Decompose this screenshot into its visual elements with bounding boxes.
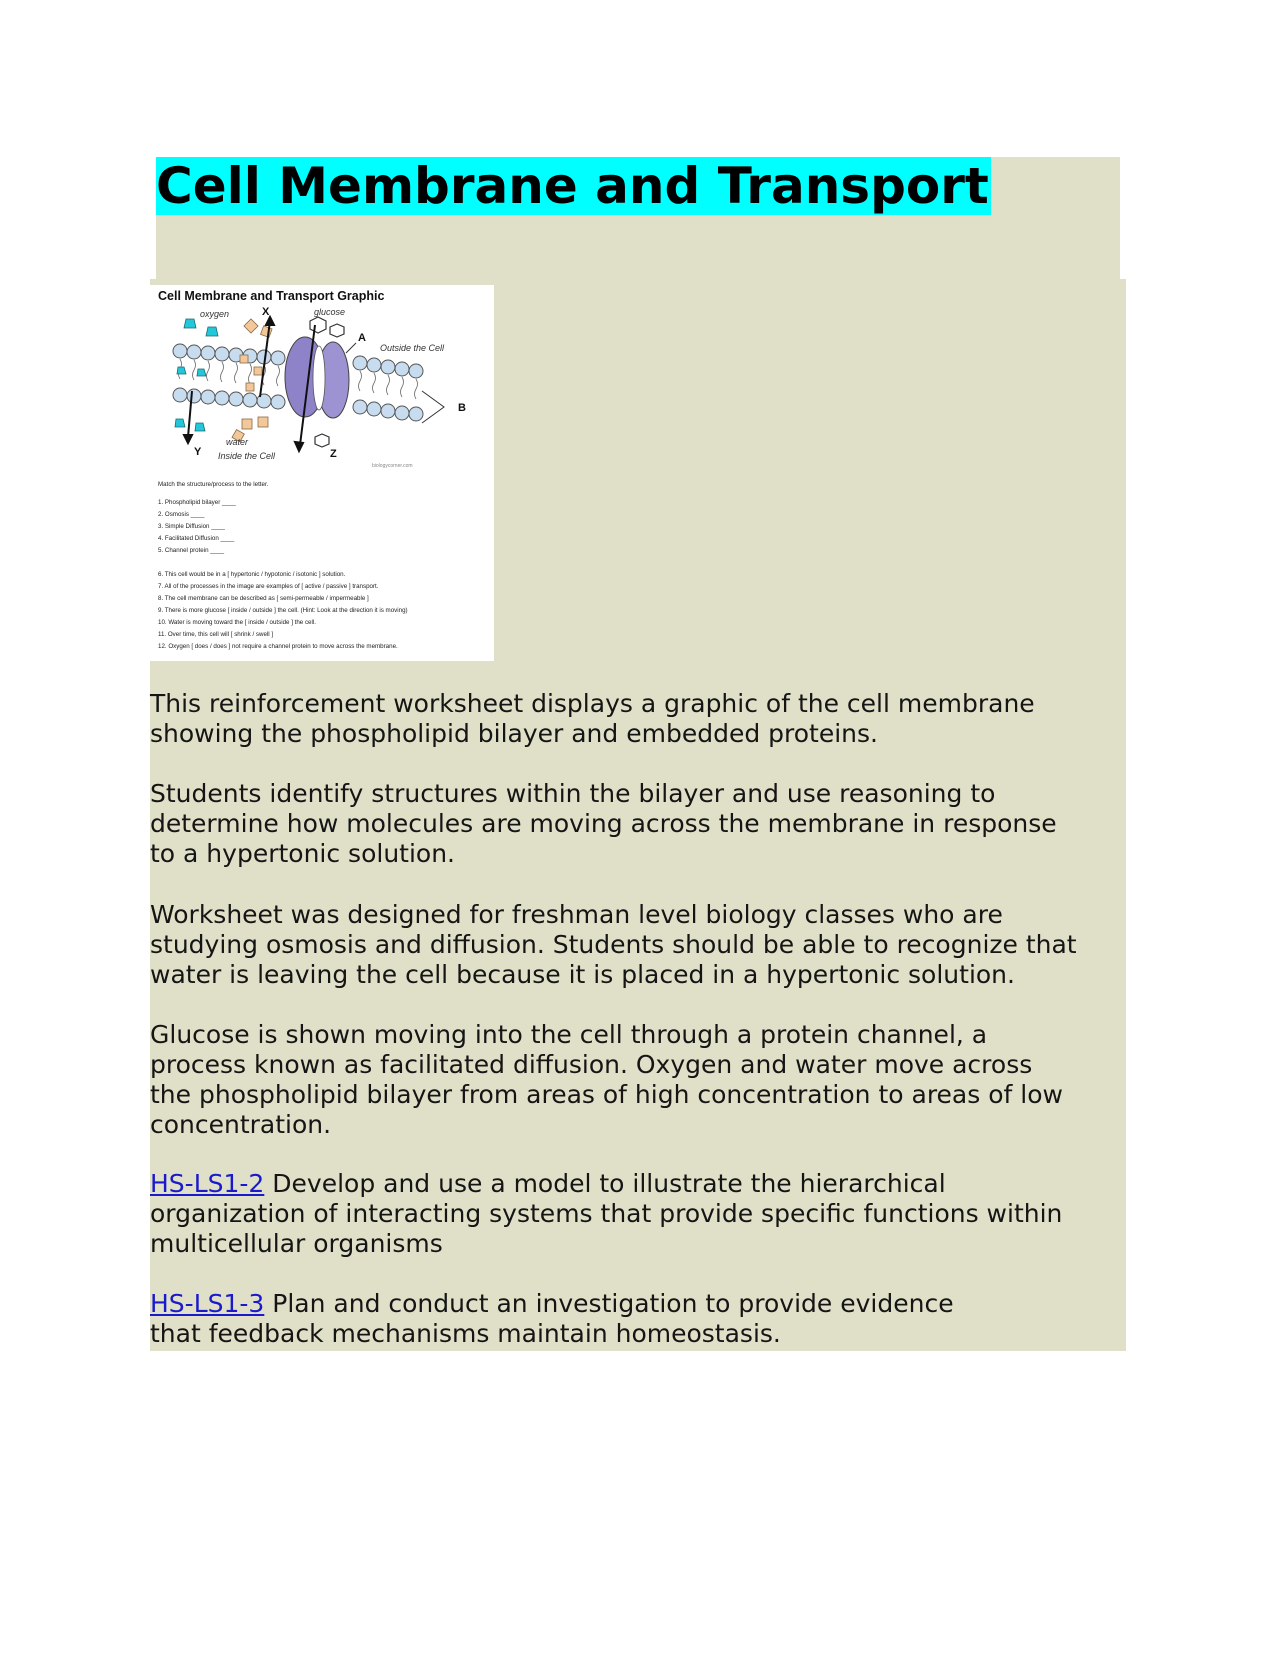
label-outside-cell: Outside the Cell — [380, 343, 445, 353]
graphic-question: 12. Oxygen [ does / does ] not require a channel protein to move across the membrane. — [158, 643, 398, 650]
graphic-title: Cell Membrane and Transport Graphic — [158, 289, 385, 303]
label-inside-cell: Inside the Cell — [218, 451, 276, 461]
graphic-question: 8. The cell membrane can be described as [ semi-permeable / impermeable ] — [158, 595, 369, 602]
graphic-question: 11. Over time, this cell will [ shrink / swell ] — [158, 631, 274, 638]
graphic-instructions: Match the structure/process to the letter. — [158, 481, 269, 488]
label-water: water — [226, 437, 249, 447]
cell-membrane-diagram — [150, 307, 494, 475]
standard-hs-ls1-2 — [150, 1169, 1130, 1259]
graphic-question: 10. Water is moving toward the [ inside / outside ] the cell. — [158, 619, 316, 626]
title-block — [156, 157, 1120, 281]
label-oxygen: oxygen — [200, 309, 230, 319]
graphic-question: 9. There is more glucose [ inside / outside ] the cell. (Hint: Look at the direction it is moving) — [158, 607, 408, 614]
content-block — [150, 279, 1126, 1351]
standard-text: Develop and use a model to illustrate the hierarchical organization of interacting systems that provide specific functions within multicellular organisms — [150, 1169, 1063, 1258]
bracket-b — [422, 391, 444, 423]
page-title: Cell Membrane and Transport — [156, 157, 989, 215]
graphic-question: 7. All of the processes in the image are examples of [ active / passive ] transport. — [158, 583, 379, 590]
graphic-question: 4. Facilitated Diffusion ____ — [158, 535, 235, 542]
label-x: X — [262, 307, 270, 318]
standard-hs-ls1-3 — [150, 1289, 1130, 1349]
description-paragraph: This reinforcement worksheet displays a graphic of the cell membrane showing the phospholipid bilayer and embedded proteins. — [150, 689, 1035, 748]
label-credit: biologycorner.com — [372, 463, 413, 469]
standard-link-hs-ls1-3[interactable]: HS-LS1-3 — [150, 1289, 265, 1318]
graphic-question: 3. Simple Diffusion ____ — [158, 523, 225, 530]
worksheet-graphic — [150, 285, 494, 661]
description-paragraph: Worksheet was designed for freshman level biology classes who are studying osmosis and diffusion. Students should be able to recognize that water is leaving the cell because it is placed in a hypertonic solution. — [150, 900, 1077, 989]
water-molecules — [232, 319, 272, 442]
label-b: B — [458, 402, 466, 414]
description-paragraph: Students identify structures within the bilayer and use reasoning to determine how molecules are moving across the membrane in response to a hypertonic solution. — [150, 779, 1057, 868]
graphic-question: 1. Phospholipid bilayer ____ — [158, 499, 236, 506]
graphic-question: 6. This cell would be in a [ hypertonic / hypotonic / isotonic ] solution. — [158, 571, 346, 578]
label-a-pointer — [346, 343, 356, 353]
oxygen-molecules — [175, 319, 218, 431]
label-a: A — [358, 332, 366, 344]
label-y: Y — [194, 446, 202, 458]
graphic-question: 2. Osmosis ____ — [158, 511, 205, 518]
standard-text: Plan and conduct an investigation to provide evidence that feedback mechanisms maintain homeostasis. — [150, 1289, 954, 1348]
label-z: Z — [330, 448, 337, 460]
description-paragraph: Glucose is shown moving into the cell through a protein channel, a process known as facilitated diffusion. Oxygen and water move across the phospholipid bilayer from areas of high concentration to areas of low concentration. — [150, 1020, 1063, 1139]
standard-link-hs-ls1-2[interactable]: HS-LS1-2 — [150, 1169, 265, 1198]
channel-protein — [285, 337, 349, 418]
graphic-question: 5. Channel protein ____ — [158, 547, 225, 554]
label-glucose: glucose — [314, 307, 346, 317]
